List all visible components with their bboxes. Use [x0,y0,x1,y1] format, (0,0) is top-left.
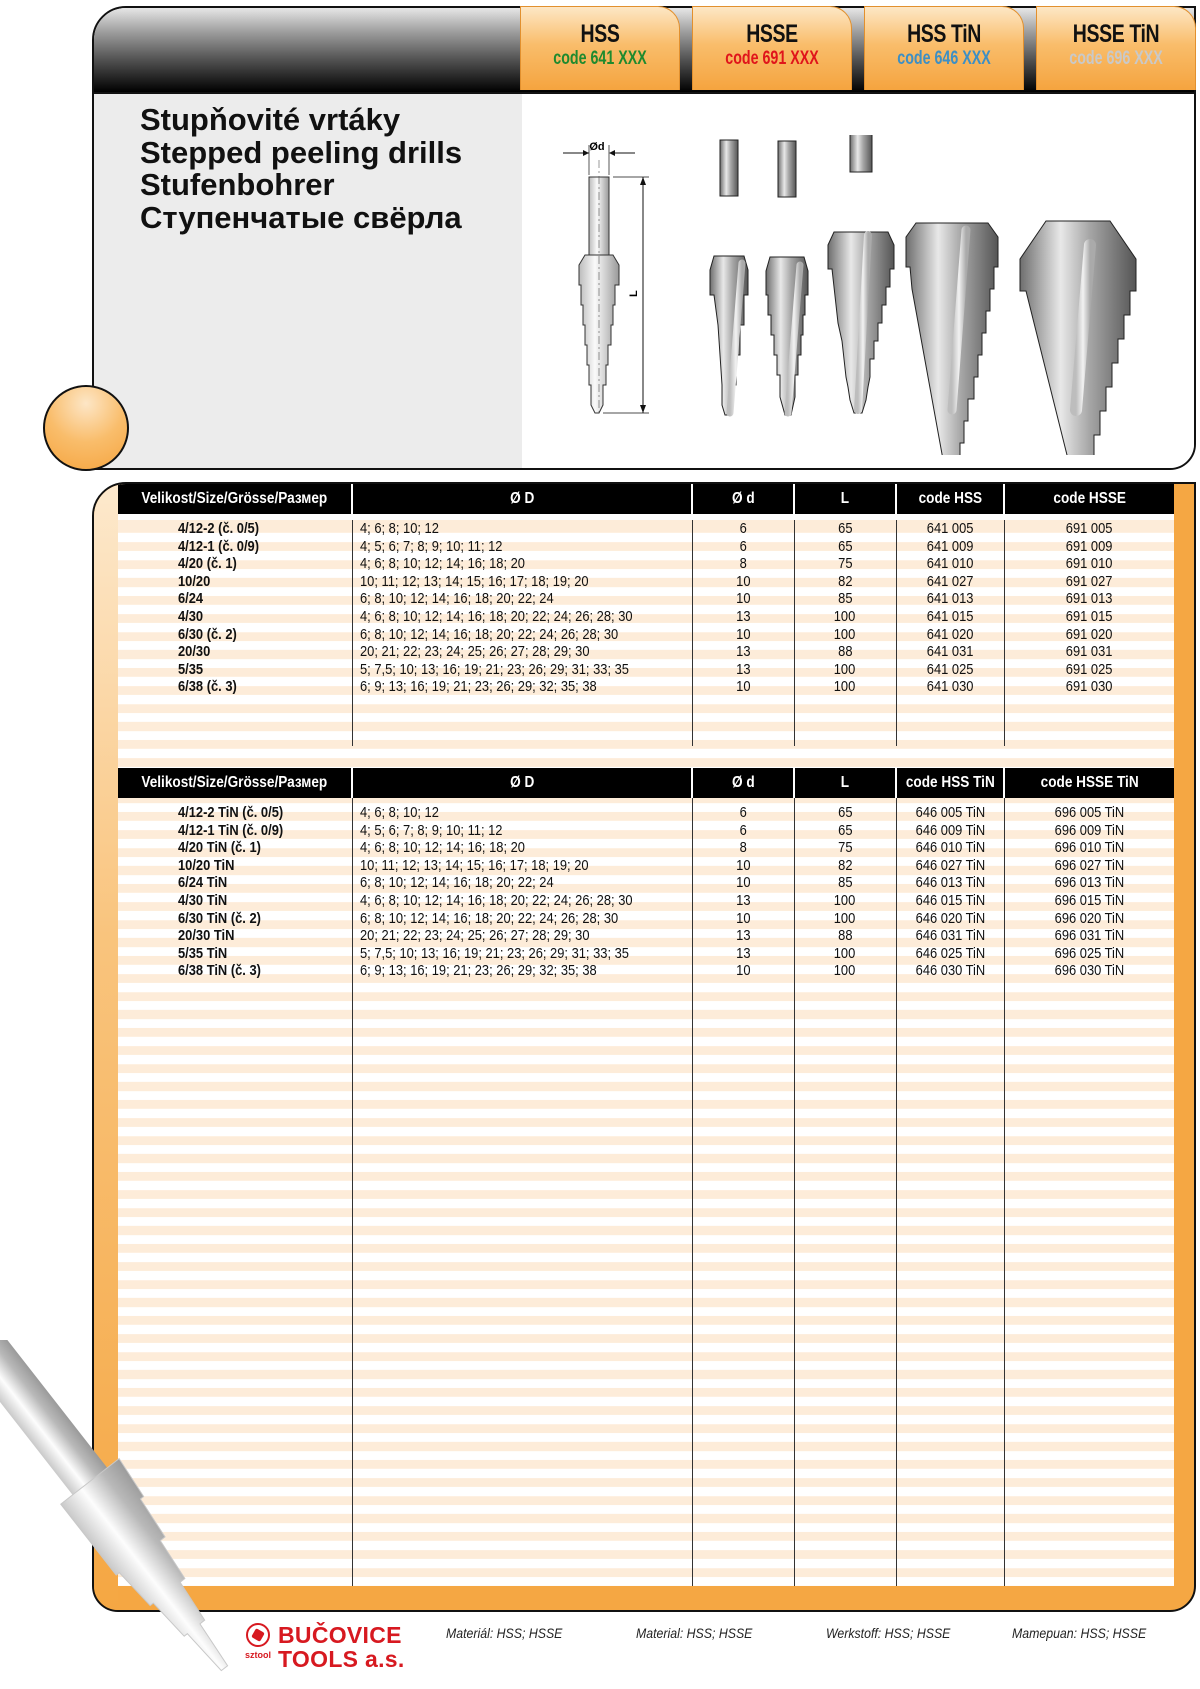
tab-title: HSSE TiN [1072,20,1160,48]
table-row: 5/35 TiN 5; 7,5; 10; 13; 16; 19; 21; 23; 26; 29; 31; 33; 35 13 100 646 025 TiN 696 025 TiN [178,944,1124,962]
tab-title: HSSE [746,20,798,48]
title-english: Stepped peeling drills [140,134,463,170]
col-header-shank-diameter: Ø d [692,484,794,514]
col-header-length: L [794,484,896,514]
tab-code: code 646 XXX [897,48,991,69]
spec-table-card [92,482,1196,1612]
tab-hsse[interactable] [692,6,852,90]
tab-title: HSS TiN [907,20,981,48]
page-titles [140,104,462,234]
table-row: 5/35 5; 7,5; 10; 13; 16; 19; 21; 23; 26; 29; 31; 33; 35 13 100 641 025 691 025 [178,660,1113,678]
material-german: Werkstoff: HSS; HSSE [826,1625,951,1641]
company-logo [244,1623,405,1671]
title-german: Stufenbohrer [140,167,335,202]
table-row: 4/30 TiN 4; 6; 8; 10; 12; 14; 16; 18; 20; 22; 24; 26; 28; 30 13 100 646 015 TiN 696 015 TiN [178,891,1124,909]
decorative-circle [43,385,129,471]
svg-text:L: L [628,290,640,297]
table-row: 20/30 20; 21; 22; 23; 24; 25; 26; 27; 28; 29; 30 13 88 641 031 691 031 [178,643,1113,661]
col-header-outer-diameter: Ø D [352,768,692,798]
logo-text [278,1623,405,1671]
drill-illustrations-icon [700,135,1140,455]
col-header-shank-diameter: Ø d [692,768,794,798]
table-row: 4/20 (č. 1) 4; 6; 8; 10; 12; 14; 16; 18; 20 8 75 641 010 691 010 [178,555,1113,573]
table-row: 6/30 (č. 2) 6; 8; 10; 12; 14; 16; 18; 20; 22; 24; 26; 28; 30 10 100 641 020 691 020 [178,625,1113,643]
tab-hss[interactable] [520,6,680,90]
table-row: 4/12-2 TiN (č. 0/5) 4; 6; 8; 10; 12 6 65 646 005 TiN 696 005 TiN [178,804,1124,821]
material-tabs [520,6,1196,90]
logo-line-2: TOOLS a.s. [278,1646,405,1672]
dimension-drawing-icon [545,135,655,445]
table-row: 10/20 10; 11; 12; 13; 14; 15; 16; 17; 18; 19; 20 10 82 641 027 691 027 [178,572,1113,590]
table-row: 10/20 TiN 10; 11; 12; 13; 14; 15; 16; 17; 18; 19; 20 10 82 646 027 TiN 696 027 TiN [178,856,1124,874]
table-row: 4/12-1 TiN (č. 0/9) 4; 5; 6; 7; 8; 9; 10; 11; 12 6 65 646 009 TiN 696 009 TiN [178,821,1124,839]
tab-code: code 691 XXX [725,48,819,69]
col-header-code-hss: code HSS [896,484,1004,514]
table-header-row [118,768,1174,798]
col-header-code-hss-tin: code HSS TiN [896,768,1004,798]
table-tin [118,768,1174,980]
material-czech: Materiál: HSS; HSSE [446,1625,563,1641]
col-header-size: Velikost/Size/Grösse/Размер [118,484,352,514]
title-czech: Stupňovité vrtáky [140,102,401,137]
table-row: 6/38 (č. 3) 6; 9; 13; 16; 19; 21; 23; 26; 29; 32; 35; 38 10 100 641 030 691 030 [178,678,1113,696]
spec-table-area [118,484,1174,1586]
table-row: 6/38 TiN (č. 3) 6; 9; 13; 16; 19; 21; 23; 26; 29; 32; 35; 38 10 100 646 030 TiN 696 030 TiN [178,962,1124,980]
tab-hsse-tin[interactable] [1036,6,1196,90]
title-russian: Ступенчатые свёрла [140,199,462,235]
footer [0,1615,1200,1689]
table-hss [118,484,1174,696]
col-header-length: L [794,768,896,798]
table-row: 4/12-2 (č. 0/5) 4; 6; 8; 10; 12 6 65 641 005 691 005 [178,520,1113,537]
table-row: 20/30 TiN 20; 21; 22; 23; 24; 25; 26; 27; 28; 29; 30 13 88 646 031 TiN 696 031 TiN [178,927,1124,945]
table-row: 4/30 4; 6; 8; 10; 12; 14; 16; 18; 20; 22; 24; 26; 28; 30 13 100 641 015 691 015 [178,607,1113,625]
table-row: 6/30 TiN (č. 2) 6; 8; 10; 12; 14; 16; 18; 20; 22; 24; 26; 28; 30 10 100 646 020 TiN 696 020 TiN [178,909,1124,927]
table-row: 4/12-1 (č. 0/9) 4; 5; 6; 7; 8; 9; 10; 11; 12 6 65 641 009 691 009 [178,537,1113,555]
tab-title: HSS [580,20,620,48]
col-header-code-hsse: code HSSE [1004,484,1174,514]
tab-code: code 641 XXX [553,48,647,69]
tab-code: code 696 XXX [1069,48,1163,69]
material-english: Material: HSS; HSSE [636,1625,753,1641]
tab-hss-tin[interactable] [864,6,1024,90]
logo-mark-icon: sztool [244,1623,272,1660]
material-russian: Mamepuan: HSS; HSSE [1012,1625,1147,1641]
col-header-outer-diameter: Ø D [352,484,692,514]
table-row: 6/24 6; 8; 10; 12; 14; 16; 18; 20; 22; 24 10 85 641 013 691 013 [178,590,1113,608]
col-header-code-hsse-tin: code HSSE TiN [1004,768,1174,798]
logo-line-1: BUČOVICE [278,1622,402,1648]
svg-text:Ød: Ød [589,141,605,153]
table-header-row [118,484,1174,514]
table-row: 4/20 TiN (č. 1) 4; 6; 8; 10; 12; 14; 16; 18; 20 8 75 646 010 TiN 696 010 TiN [178,839,1124,857]
col-header-size: Velikost/Size/Grösse/Размер [118,768,352,798]
table-row: 6/24 TiN 6; 8; 10; 12; 14; 16; 18; 20; 22; 24 10 85 646 013 TiN 696 013 TiN [178,874,1124,892]
